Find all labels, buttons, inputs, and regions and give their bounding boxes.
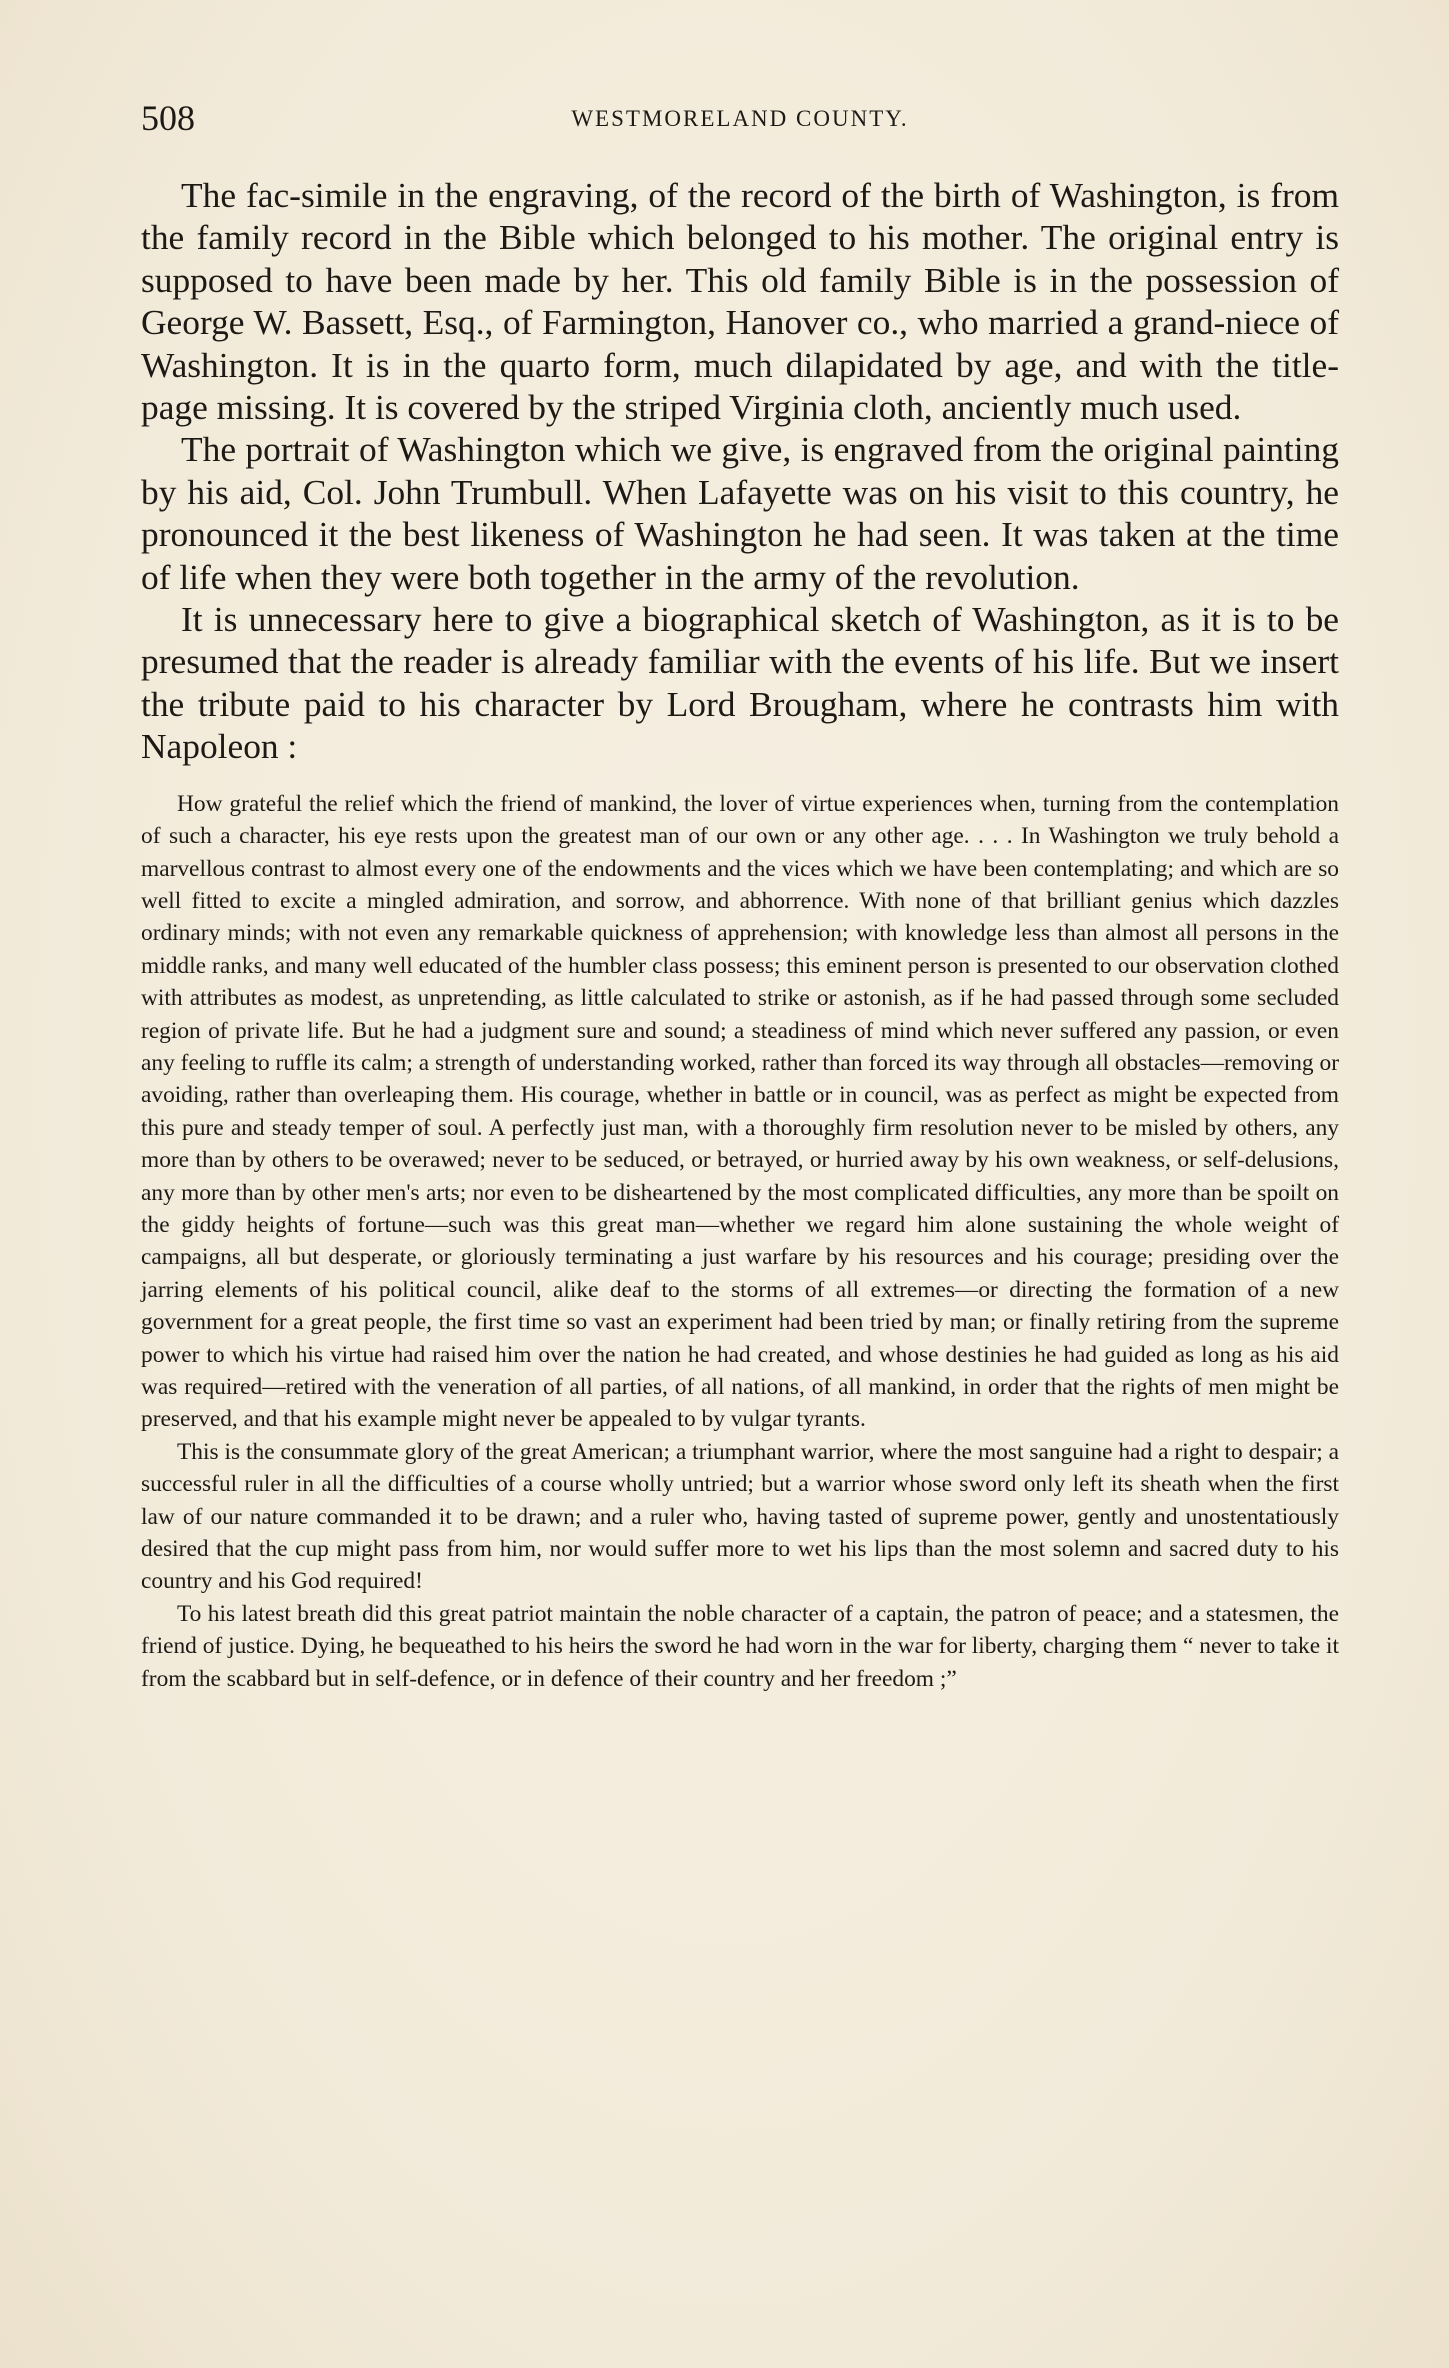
page-number: 508 (141, 98, 195, 138)
quote-paragraph-3: To his latest breath did this great patriot maintain the noble character of a captain, the patron of peace; and a statesmen, the friend of justice. Dying, he bequeathed to his heirs the sword he had worn in the war for liberty, charging them “ never to take it from the scabbard but in self-defence, or in defence of their country and her freedom ;” (141, 1600, 1339, 1692)
running-head: WESTMORELAND COUNTY. (571, 106, 909, 131)
paragraph-biography: It is unnecessary here to give a biographical sketch of Washington, as it is to be presumed that the reader is already familiar with the events of his life. But we insert the tribute paid to his character by Lord Brougham, where he contrasts him with Napoleon : (141, 599, 1339, 767)
paragraph-portrait: The portrait of Washington which we give, is engraved from the original painting by his aid, Col. John Trumbull. When Lafayette was on his visit to this country, he pronounced it the best likeness of Washington he had seen. It was taken at the time of life when they were both together in the army of the revolution. (141, 429, 1339, 597)
body-text (141, 174, 1339, 1695)
brougham-quote (141, 788, 1339, 1695)
paragraph-facsimile: The fac-simile in the engraving, of the record of the birth of Washington, is from the family record in the Bible which belonged to his mother. The original entry is supposed to have been made by her. This old family Bible is in the possession of George W. Bassett, Esq., of Farmington, Hanover co., who married a grand-niece of Washington. It is in the quarto form, much dilapidated by age, and with the title-page missing. It is covered by the striped Virginia cloth, anciently much used. (141, 175, 1339, 428)
quote-paragraph-2: This is the consummate glory of the great American; a triumphant warrior, where the most sanguine had a right to despair; a successful ruler in all the difficulties of a course wholly untried; but a warrior whose sword only left its sheath when the first law of our nature commanded it to be drawn; and a ruler who, having tasted of supreme power, gently and unostentatiously desired that the cup might pass from him, nor would suffer more to wet his lips than the most solemn and sacred duty to his country and his God required! (141, 1438, 1339, 1595)
page-header (141, 98, 1339, 138)
quote-paragraph-1: How grateful the relief which the friend of mankind, the lover of virtue experiences when, turning from the contemplation of such a character, his eye rests upon the greatest man of our own or any other age. . . . In Washington we truly behold a marvellous contrast to almost every one of the endowments and the vices which we have been contemplating; and which are so well fitted to excite a mingled admiration, and sorrow, and abhorrence. With none of that brilliant genius which dazzles ordinary minds; with not even any remarkable quickness of apprehension; with knowledge less than almost all persons in the middle ranks, and many well educated of the humbler class possess; this eminent person is presented to our observation clothed with attributes as modest, as unpretending, as little calculated to strike or astonish, as if he had passed through some secluded region of private life. But he had a judgment sure and sound; a steadiness of mind which never suffered any passion, or even any feeling to ruffle its calm; a strength of understanding worked, rather than forced its way through all obstacles—removing or avoiding, rather than overleaping them. His courage, whether in battle or in council, was as perfect as might be expected from this pure and steady temper of soul. A perfectly just man, with a thoroughly firm resolution never to be misled by others, any more than by others to be overawed; never to be seduced, or betrayed, or hurried away by his own weakness, or self-delusions, any more than by other men's arts; nor even to be disheartened by the most complicated difficulties, any more than be spoilt on the giddy heights of fortune—such was this great man—whether we regard him alone sustaining the whole weight of campaigns, all but desperate, or gloriously terminating a just warfare by his resources and his courage; presiding over the jarring elements of his political council, alike deaf to the storms of all extremes—or directing the formation of a new government for a great people, the first time so vast an experiment had been tried by man; or finally retiring from the supreme power to which his virtue had raised him over the nation he had created, and whose destinies he had guided as long as his aid was required—retired with the veneration of all parties, of all nations, of all mankind, in order that the rights of men might be preserved, and that his example might never be appealed to by vulgar tyrants. (141, 790, 1339, 1433)
